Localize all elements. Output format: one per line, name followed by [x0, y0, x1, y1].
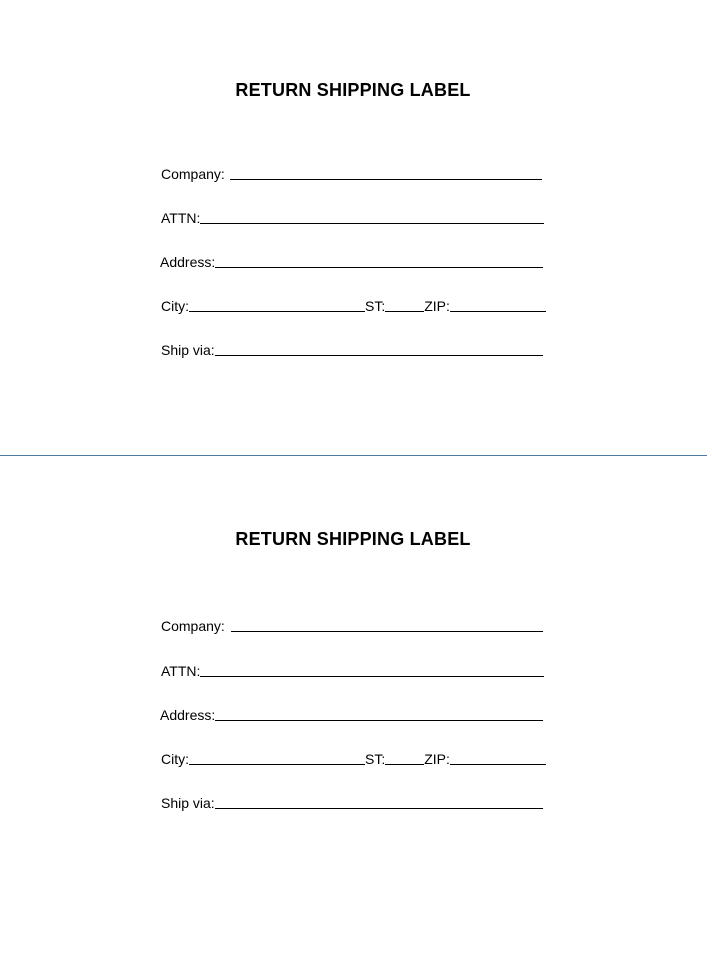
shipvia-field [161, 336, 543, 358]
address-field [160, 701, 543, 723]
zip-line[interactable] [450, 764, 546, 765]
company-field [161, 612, 543, 634]
company-label: Company: [161, 618, 225, 634]
label-title: RETURN SHIPPING LABEL [235, 529, 471, 549]
city-label: City: [161, 298, 189, 314]
zip-line[interactable] [450, 311, 546, 312]
company-line[interactable] [231, 631, 543, 632]
label-title: RETURN SHIPPING LABEL [235, 80, 471, 100]
attn-line[interactable] [200, 223, 544, 224]
company-label: Company: [161, 166, 225, 182]
city-line[interactable] [189, 764, 365, 765]
attn-line[interactable] [200, 676, 544, 677]
zip-label: ZIP: [424, 298, 450, 314]
city-line[interactable] [189, 311, 365, 312]
shipvia-line[interactable] [215, 355, 543, 356]
st-line[interactable] [385, 311, 424, 312]
st-label: ST: [365, 298, 386, 314]
address-label: Address: [160, 707, 216, 723]
shipvia-label: Ship via: [161, 342, 215, 358]
address-line[interactable] [215, 267, 543, 268]
attn-label: ATTN: [161, 663, 201, 679]
address-line[interactable] [215, 720, 543, 721]
st-label: ST: [365, 751, 386, 767]
shipvia-line[interactable] [215, 808, 543, 809]
company-field [161, 160, 542, 182]
attn-field [161, 204, 544, 226]
zip-label: ZIP: [424, 751, 450, 767]
shipvia-field [161, 789, 543, 811]
attn-label: ATTN: [161, 210, 201, 226]
address-field [160, 248, 543, 270]
city-st-zip-field [161, 745, 546, 767]
st-line[interactable] [385, 764, 424, 765]
return-label-top [0, 0, 707, 420]
shipvia-label: Ship via: [161, 795, 215, 811]
city-label: City: [161, 751, 189, 767]
address-label: Address: [160, 254, 216, 270]
company-line[interactable] [230, 179, 542, 180]
attn-field [161, 657, 544, 679]
city-st-zip-field [161, 292, 546, 314]
return-label-bottom [0, 449, 707, 869]
